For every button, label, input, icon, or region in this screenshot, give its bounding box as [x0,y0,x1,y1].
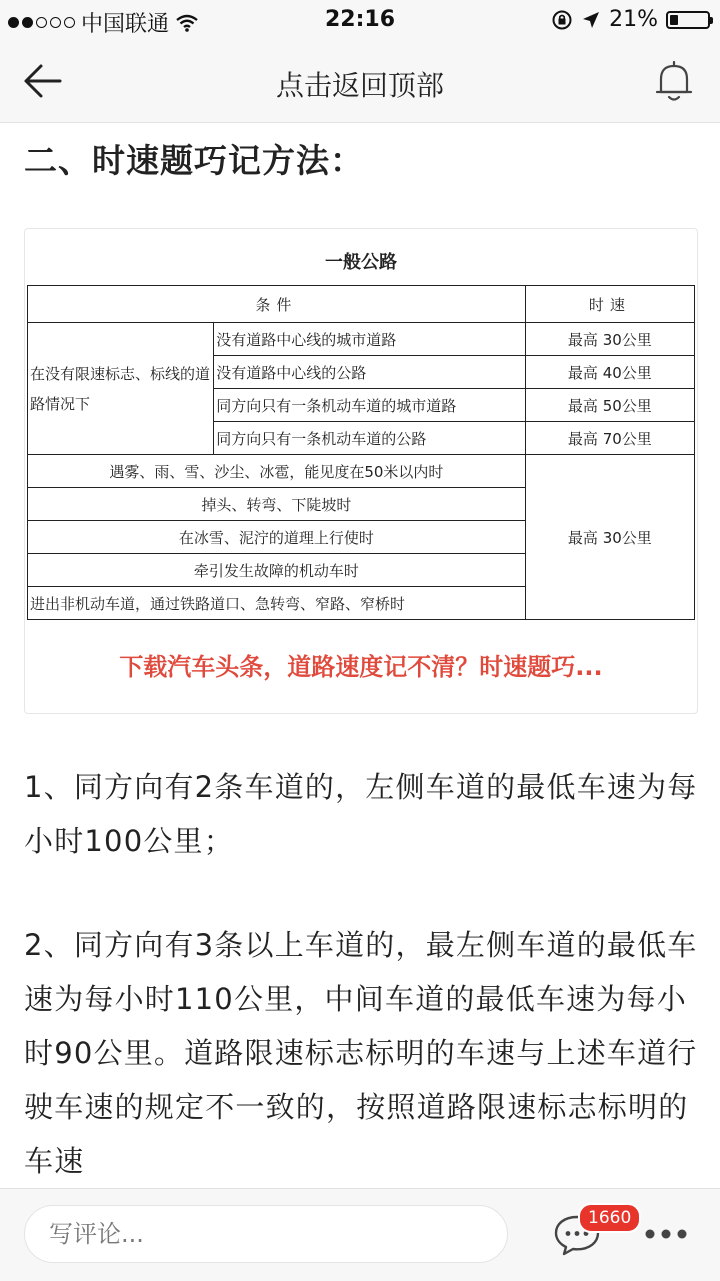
speed-cell: 最高 40公里 [525,356,694,389]
condition-cell: 同方向只有一条机动车道的公路 [214,422,525,455]
rotation-lock-icon [551,9,573,31]
bell-icon[interactable] [652,58,696,104]
table-row [28,323,695,356]
section-heading: 二、时速题巧记方法： [24,141,364,180]
condition-cell: 没有道路中心线的城市道路 [214,323,525,356]
clock: 22:16 [324,7,396,32]
nav-bar [0,40,720,123]
condition-cell: 没有道路中心线的公路 [214,356,525,389]
battery-icon [666,11,710,29]
article-paragraph-1: 1、同方向有2条车道的，左侧车道的最低车速为每小时100公里； [24,770,698,858]
header-condition: 条件 [28,286,526,323]
speed-cell: 最高 70公里 [525,422,694,455]
download-promo-link[interactable]: 下载汽车头条，道路速度记不清？时速题巧... [119,653,603,681]
battery-level [670,15,678,25]
table-row [28,455,695,488]
condition-cell: 牵引发生故障的机动车时 [28,554,526,587]
bottom-bar [0,1188,720,1281]
speed-cell-merged: 最高 30公里 [525,455,694,620]
back-to-top-title[interactable]: 点击返回顶部 [275,69,444,102]
table-header-row [28,286,695,323]
condition-cell: 在冰雪、泥泞的道理上行使时 [28,521,526,554]
table-title: 一般公路 [325,252,397,273]
speed-table-image [27,239,695,631]
status-right [551,7,710,32]
article-content [0,123,720,1188]
condition-cell: 进出非机动车道，通过铁路道口、急转弯、窄路、窄桥时 [28,587,526,620]
condition-cell: 同方向只有一条机动车道的城市道路 [214,389,525,422]
condition-cell: 遇雾、雨、雪、沙尘、冰雹，能见度在50米以内时 [28,455,526,488]
header-speed: 时速 [525,286,694,323]
speed-cell: 最高 30公里 [525,323,694,356]
condition-group-label: 在没有限速标志、标线的道路情况下 [28,323,214,455]
carrier-name: 中国联通 [81,12,170,37]
comment-input[interactable]: 写评论... [24,1205,508,1263]
more-dots-icon[interactable] [644,1227,688,1241]
location-arrow-icon [581,10,601,30]
battery-percent: 21% [609,7,658,32]
article-paragraph-2: 2、同方向有3条以上车道的，最左侧车道的最低车速为每小时110公里，中间车道的最低车速为每小时90公里。道路限速标志标明的车速与上述车道行驶车速的规定不一致的，按照道路限速标志标明的车速 [24,928,698,1178]
speed-table-card[interactable] [24,228,698,714]
speed-rules-table [27,285,695,620]
condition-cell: 掉头、转弯、下陡坡时 [28,488,526,521]
status-bar [0,0,720,40]
speed-cell: 最高 50公里 [525,389,694,422]
comment-count-badge: 1660 [578,1203,641,1233]
